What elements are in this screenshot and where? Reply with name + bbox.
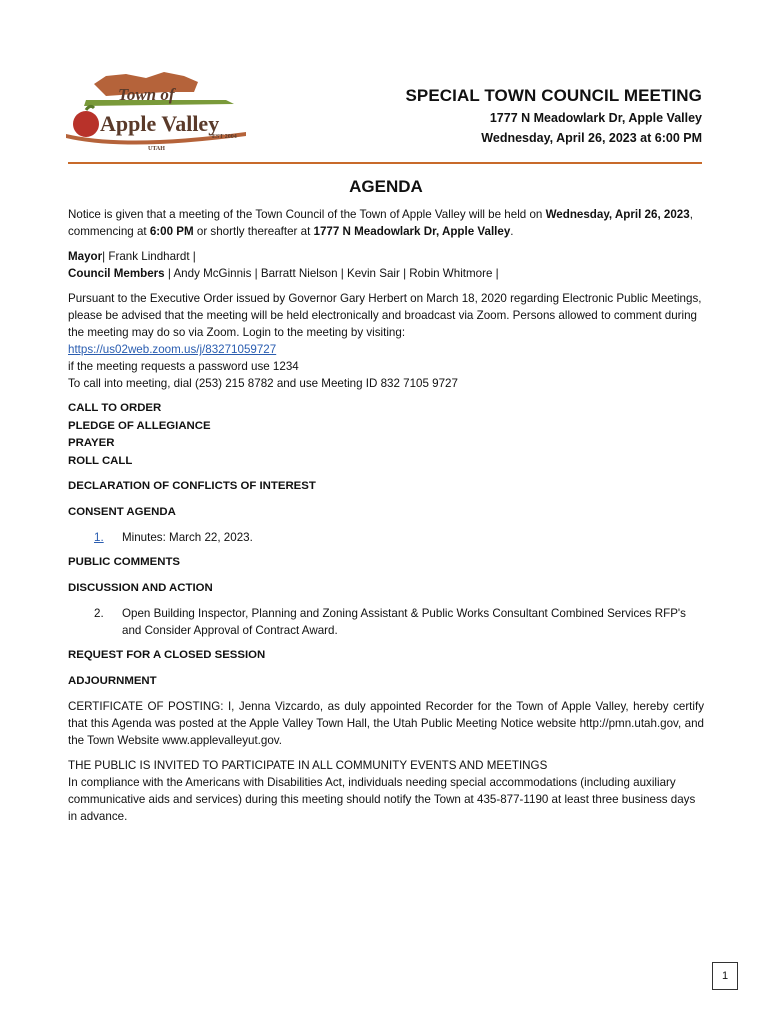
roll-call: ROLL CALL xyxy=(68,454,133,467)
declaration-section xyxy=(68,478,704,496)
zoom-text: Pursuant to the Executive Order issued by Governor Gary Herbert on March 18, 2020 regarding Electronic Public Meetings, please be advised that the meeting will be held electronically and broadcast via Zoom. Persons allowed to comment during the meeting may do so via Zoom. Login to the meeting by visiting: xyxy=(68,292,702,339)
meeting-notice xyxy=(68,206,704,240)
notice-text-3: or shortly thereafter at xyxy=(193,225,314,238)
logo-line1: Town of xyxy=(118,85,175,104)
opening-items xyxy=(68,400,704,470)
agenda-item-2 xyxy=(68,605,704,639)
declaration-heading: DECLARATION OF CONFLICTS OF INTEREST xyxy=(68,480,316,492)
call-to-order: CALL TO ORDER xyxy=(68,402,162,414)
agenda-item-2-number: 2. xyxy=(94,607,104,620)
apple-icon xyxy=(73,111,99,137)
notice-text-2: , commencing at xyxy=(68,208,693,238)
agenda-item-1-text: Minutes: March 22, 2023. xyxy=(122,531,253,544)
public-comments-section xyxy=(68,554,704,572)
adjournment-heading: ADJOURNMENT xyxy=(68,674,157,687)
discussion-heading: DISCUSSION AND ACTION xyxy=(68,581,213,594)
ada-notice: In compliance with the Americans with Disabilities Act, individuals needing special accommodations (including auxiliary communicative aids and services) during this meeting should notify the Town at 435-877-1190 at least three business days in advance. xyxy=(68,776,696,823)
header-divider xyxy=(68,162,702,164)
closed-session-heading: REQUEST FOR A CLOSED SESSION xyxy=(68,649,266,661)
notice-place: 1777 N Meadowlark Dr, Apple Valley xyxy=(313,225,511,238)
zoom-password: if the meeting requests a password use 1234 xyxy=(68,360,299,373)
meeting-datetime: Wednesday, April 26, 2023 at 6:00 PM xyxy=(481,131,702,145)
council-roster xyxy=(68,248,704,282)
mayor-value: | Frank Lindhardt | xyxy=(102,250,196,263)
apple-leaf-icon xyxy=(86,106,94,110)
logo-state: UTAH xyxy=(148,146,165,152)
public-comments-heading: PUBLIC COMMENTS xyxy=(68,556,181,568)
zoom-info xyxy=(68,290,704,392)
zoom-dial: To call into meeting, dial (253) 215 8782 and use Meeting ID 832 7105 9727 xyxy=(68,377,458,390)
agenda-title: AGENDA xyxy=(349,177,423,196)
adjournment-section xyxy=(68,673,704,691)
notice-date: Wednesday, April 26, 2023 xyxy=(545,208,690,221)
prayer: PRAYER xyxy=(68,437,115,449)
mayor-label: Mayor xyxy=(68,250,103,263)
notice-text-4: . xyxy=(510,225,514,238)
notice-time: 6:00 PM xyxy=(149,225,194,238)
consent-section xyxy=(68,504,704,522)
logo-line2: Apple Valley xyxy=(100,111,220,136)
meeting-address: 1777 N Meadowlark Dr, Apple Valley xyxy=(489,111,702,125)
public-invite xyxy=(68,757,704,825)
agenda-item-2-text: Open Building Inspector, Planning and Zoning Assistant & Public Works Consultant Combined Services RFP's and Consider Approval of Contract Award. xyxy=(122,607,686,637)
logo-est: EST 2004 xyxy=(212,134,237,140)
pledge-of-allegiance: PLEDGE OF ALLEGIANCE xyxy=(68,419,211,432)
zoom-link[interactable]: https://us02web.zoom.us/j/83271059727 xyxy=(68,343,277,356)
agenda-item-1-number[interactable]: 1. xyxy=(94,531,104,544)
town-logo xyxy=(66,70,248,156)
discussion-section xyxy=(68,580,704,598)
closed-session-section xyxy=(68,647,704,665)
page-number: 1 xyxy=(712,962,738,990)
certificate-of-posting: CERTIFICATE OF POSTING: I, Jenna Vizcardo, as duly appointed Recorder for the Town of Apple Valley, hereby certify that this Agenda was posted at the Apple Valley Town Hall, the Utah Public Meeting Notice website http://pmn.utah.gov, and the Town Website www.applevalleyut.gov. xyxy=(68,700,704,747)
meeting-title: SPECIAL TOWN COUNCIL MEETING xyxy=(405,86,702,105)
public-invite-heading: THE PUBLIC IS INVITED TO PARTICIPATE IN ALL COMMUNITY EVENTS AND MEETINGS xyxy=(68,759,548,772)
meeting-header xyxy=(405,86,702,146)
agenda-item-1 xyxy=(68,529,704,546)
agenda-body xyxy=(68,176,704,833)
notice-text-1: Notice is given that a meeting of the Town Council of the Town of Apple Valley will be held on xyxy=(68,208,546,221)
council-value: | Andy McGinnis | Barratt Nielson | Kevin Sair | Robin Whitmore | xyxy=(164,267,499,280)
consent-heading: CONSENT AGENDA xyxy=(68,505,176,518)
council-label: Council Members xyxy=(68,267,165,280)
